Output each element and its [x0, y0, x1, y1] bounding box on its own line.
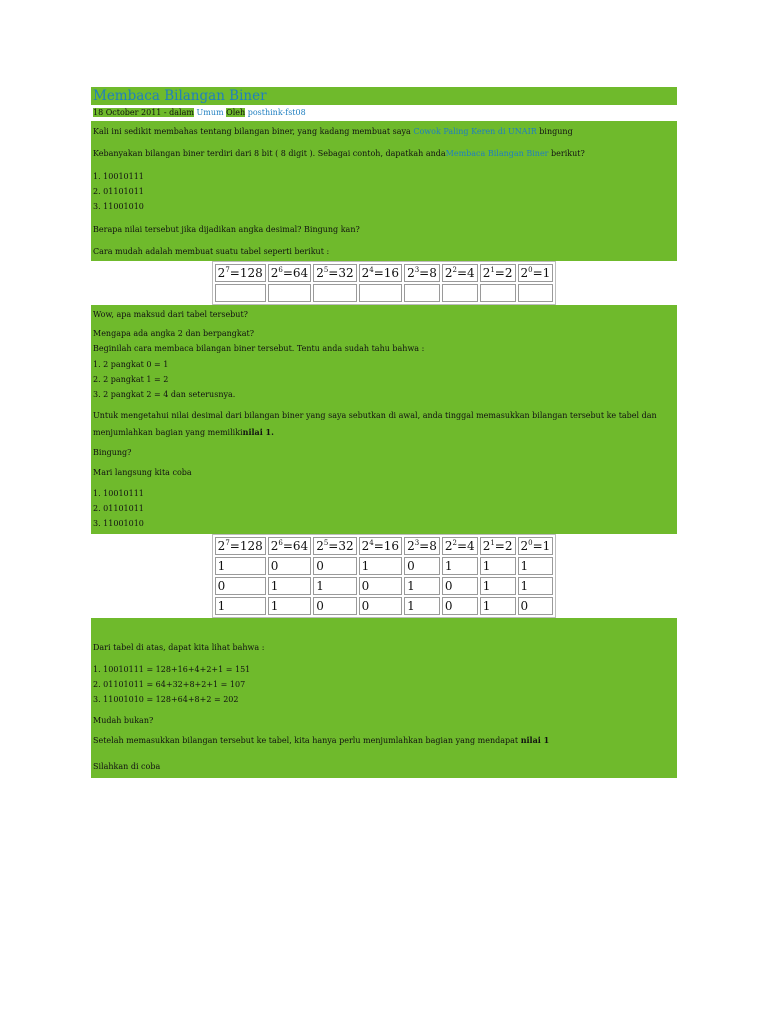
table-header-cell: $2^1=2$ [480, 537, 516, 555]
table-row [215, 597, 554, 615]
intro-question: Berapa nilai tersebut jika dijadikan angka desimal? Bingung kan? [93, 225, 360, 234]
list-item: 2. 2 pangkat 1 = 2 [93, 375, 169, 384]
intro-easy: Cara mudah adalah membuat suatu tabel seperti berikut : [93, 247, 330, 256]
table-cell: 1 [215, 597, 266, 615]
table-cell: 0 [215, 577, 266, 595]
table-header-cell: $2^5=32$ [313, 537, 356, 555]
article-title: Membaca Bilangan Biner [91, 87, 677, 105]
table-cell [268, 284, 311, 302]
table-cell: 1 [480, 577, 516, 595]
author-link[interactable]: posthink-fst08 [247, 108, 306, 117]
table-cell: 0 [313, 557, 356, 575]
table-cell [359, 284, 402, 302]
explain-bingung: Bingung? [93, 448, 132, 457]
table-row [215, 577, 554, 595]
table-cell [480, 284, 516, 302]
filled-table-wrap [91, 534, 677, 618]
table-cell: 1 [480, 557, 516, 575]
table-header-row [215, 264, 554, 282]
table-cell: 0 [442, 577, 478, 595]
list-item: 3. 11001010 [93, 202, 144, 211]
table-cell: 0 [404, 557, 440, 575]
explain-section [91, 305, 677, 534]
results-silahkan: Silahkan di coba [93, 762, 161, 771]
table-cell [215, 284, 266, 302]
table-cell: 1 [404, 577, 440, 595]
results-section [91, 618, 677, 778]
list-item: 1. 10010111 [93, 489, 144, 498]
post-meta [91, 105, 677, 121]
list-item: 2. 01101011 = 64+32+8+2+1 = 107 [93, 680, 246, 689]
table-header-cell: $2^3=8$ [404, 264, 440, 282]
list-item: 3. 2 pangkat 2 = 4 dan seterusnya. [93, 390, 236, 399]
table-header-cell: $2^7=128$ [215, 537, 266, 555]
table-header-cell: $2^0=1$ [518, 264, 554, 282]
table-header-row [215, 537, 554, 555]
explain-q3: Beginilah cara membaca bilangan biner tersebut. Tentu anda sudah tahu bahwa : [93, 344, 425, 353]
table-header-cell: $2^3=8$ [404, 537, 440, 555]
list-item: 2. 01101011 [93, 187, 144, 196]
explain-paragraph: Untuk mengetahui nilai desimal dari bilangan biner yang saya sebutkan di awal, anda tinggal memasukkan bilangan tersebut ke tabel dan menjumlahkan bagian yang memilikinilai 1. [93, 411, 657, 437]
category-link[interactable]: Umum [196, 108, 224, 117]
list-item: 1. 2 pangkat 0 = 1 [93, 360, 169, 369]
table-cell [442, 284, 478, 302]
table-header-cell: $2^5=32$ [313, 264, 356, 282]
intro-section [91, 121, 677, 261]
table-cell: 1 [215, 557, 266, 575]
table-row [215, 284, 554, 302]
explain-q1: Wow, apa maksud dari tabel tersebut? [93, 310, 248, 319]
table-cell: 0 [442, 597, 478, 615]
table-header-cell: $2^2=4$ [442, 264, 478, 282]
results-mudah: Mudah bukan? [93, 716, 154, 725]
table-cell: 1 [268, 597, 311, 615]
results-intro: Dari tabel di atas, dapat kita lihat bahwa : [93, 643, 265, 652]
table-cell: 0 [268, 557, 311, 575]
table-cell [404, 284, 440, 302]
table-cell [313, 284, 356, 302]
table-cell: 0 [359, 577, 402, 595]
table-cell: 1 [359, 557, 402, 575]
empty-table-wrap [91, 261, 677, 305]
list-item: 3. 11001010 = 128+64+8+2 = 202 [93, 695, 239, 704]
table-cell: 1 [268, 577, 311, 595]
explain-mari: Mari langsung kita coba [93, 468, 192, 477]
list-item: 2. 01101011 [93, 504, 144, 513]
table-header-cell: $2^6=64$ [268, 264, 311, 282]
article [91, 87, 677, 778]
author-label: Oleh [226, 108, 246, 117]
table-header-cell: $2^2=4$ [442, 537, 478, 555]
table-cell [518, 284, 554, 302]
list-item: 1. 10010111 [93, 172, 144, 181]
table-header-cell: $2^1=2$ [480, 264, 516, 282]
intro-line-2: Kebanyakan bilangan biner terdiri dari 8 bit ( 8 digit ). Sebagai contoh, dapatkah andaMembaca Bilangan Biner berikut? [93, 149, 585, 158]
table-header-cell: $2^7=128$ [215, 264, 266, 282]
results-setelah: Setelah memasukkan bilangan tersebut ke tabel, kita hanya perlu menjumlahkan bagian yang mendapat nilai 1 [93, 735, 550, 745]
table-cell: 1 [442, 557, 478, 575]
intro-link-1[interactable]: Cowok Paling Keren di UNAIR [413, 127, 537, 136]
power-table-filled [212, 534, 557, 618]
intro-line-1: Kali ini sedikit membahas tentang bilangan biner, yang kadang membuat saya Cowok Paling Keren di UNAIR bingung [93, 127, 573, 136]
table-cell: 1 [404, 597, 440, 615]
list-item: 1. 10010111 = 128+16+4+2+1 = 151 [93, 665, 251, 674]
table-cell: 1 [480, 597, 516, 615]
table-cell: 0 [313, 597, 356, 615]
power-table-empty [212, 261, 557, 305]
table-cell: 1 [518, 557, 554, 575]
table-cell: 0 [359, 597, 402, 615]
table-cell: 1 [518, 577, 554, 595]
explain-q2: Mengapa ada angka 2 dan berpangkat? [93, 329, 254, 338]
post-date: 18 October 2011 - dalam [93, 108, 194, 117]
table-header-cell: $2^4=16$ [359, 537, 402, 555]
table-cell: 0 [518, 597, 554, 615]
table-cell: 1 [313, 577, 356, 595]
table-row [215, 557, 554, 575]
table-header-cell: $2^4=16$ [359, 264, 402, 282]
table-header-cell: $2^0=1$ [518, 537, 554, 555]
intro-link-2[interactable]: Membaca Bilangan Biner [445, 149, 549, 158]
list-item: 3. 11001010 [93, 519, 144, 528]
table-header-cell: $2^6=64$ [268, 537, 311, 555]
